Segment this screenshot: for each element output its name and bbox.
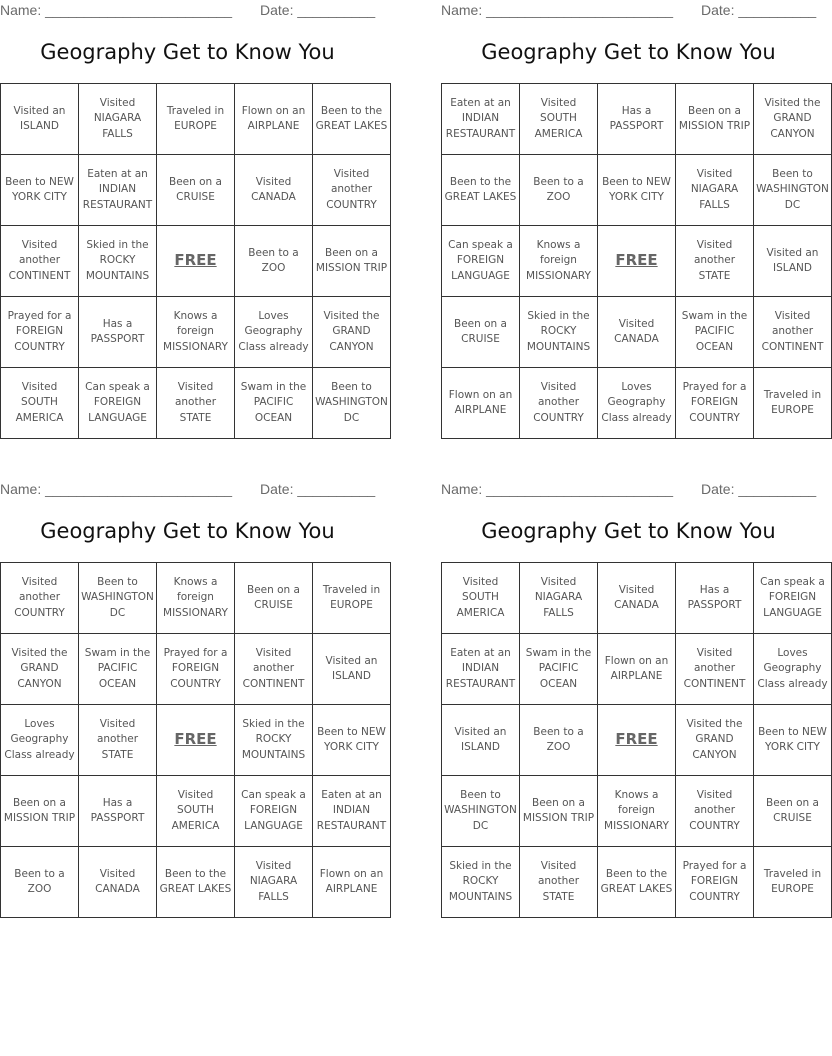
card-title: Geography Get to Know You (481, 519, 776, 543)
grid-row (1, 563, 391, 634)
bingo-grid (441, 83, 832, 439)
bingo-cell: Visited CANADA (79, 847, 157, 918)
bingo-cell: Knows a foreign MISSIONARY (157, 297, 235, 368)
grid-row (1, 297, 391, 368)
bingo-cell: Been to the GREAT LAKES (442, 155, 520, 226)
bingo-cell: Visited an ISLAND (754, 226, 832, 297)
bingo-cell: Been on a MISSION TRIP (1, 776, 79, 847)
name-line: Name: ________________________ (0, 481, 232, 497)
bingo-cell: Loves Geography Class already (598, 368, 676, 439)
bingo-cell: Visited an ISLAND (442, 705, 520, 776)
bingo-cell: Been to WASHINGTON DC (79, 563, 157, 634)
bingo-cell: Skied in the ROCKY MOUNTAINS (79, 226, 157, 297)
bingo-cell: Swam in the PACIFIC OCEAN (676, 297, 754, 368)
bingo-cell: Been to NEW YORK CITY (1, 155, 79, 226)
bingo-cell: Visited another CONTINENT (1, 226, 79, 297)
bingo-cell: Swam in the PACIFIC OCEAN (520, 634, 598, 705)
name-line: Name: ________________________ (441, 481, 673, 497)
bingo-cell: Knows a foreign MISSIONARY (520, 226, 598, 297)
free-space: FREE (598, 705, 676, 776)
grid-row (442, 705, 832, 776)
bingo-cell: Been on a MISSION TRIP (520, 776, 598, 847)
grid-row (442, 297, 832, 368)
bingo-cell: Traveled in EUROPE (754, 368, 832, 439)
bingo-cell: Visited another COUNTRY (313, 155, 391, 226)
bingo-cell: Eaten at an INDIAN RESTAURANT (442, 634, 520, 705)
grid-row (442, 84, 832, 155)
bingo-cell: Traveled in EUROPE (754, 847, 832, 918)
bingo-cell: Has a PASSPORT (676, 563, 754, 634)
bingo-cell: Been on a CRUISE (235, 563, 313, 634)
bingo-cell: Been to NEW YORK CITY (754, 705, 832, 776)
bingo-cell: Can speak a FOREIGN LANGUAGE (235, 776, 313, 847)
grid-row (1, 155, 391, 226)
bingo-cell: Visited CANADA (598, 297, 676, 368)
bingo-cell: Been to a ZOO (520, 155, 598, 226)
bingo-cell: Visited another COUNTRY (676, 776, 754, 847)
bingo-cell: Been to the GREAT LAKES (313, 84, 391, 155)
card-title: Geography Get to Know You (481, 40, 776, 64)
grid-row (1, 634, 391, 705)
bingo-cell: Been to a ZOO (235, 226, 313, 297)
date-line: Date: __________ (260, 481, 376, 497)
bingo-cell: Been to WASHINGTON DC (313, 368, 391, 439)
bingo-cell: Visited another STATE (157, 368, 235, 439)
grid-row (1, 776, 391, 847)
bingo-card (0, 0, 388, 440)
free-space: FREE (598, 226, 676, 297)
bingo-card (441, 479, 828, 919)
bingo-cell: Been on a CRUISE (442, 297, 520, 368)
bingo-cell: Prayed for a FOREIGN COUNTRY (676, 368, 754, 439)
bingo-cell: Has a PASSPORT (79, 297, 157, 368)
bingo-cell: Been to NEW YORK CITY (598, 155, 676, 226)
bingo-cell: Visited an ISLAND (1, 84, 79, 155)
bingo-cell: Visited CANADA (598, 563, 676, 634)
bingo-cell: Can speak a FOREIGN LANGUAGE (79, 368, 157, 439)
bingo-cell: Been on a MISSION TRIP (313, 226, 391, 297)
bingo-cell: Visited an ISLAND (313, 634, 391, 705)
bingo-cell: Loves Geography Class already (1, 705, 79, 776)
bingo-cell: Visited NIAGARA FALLS (676, 155, 754, 226)
grid-row (442, 634, 832, 705)
bingo-cell: Swam in the PACIFIC OCEAN (79, 634, 157, 705)
grid-row (442, 847, 832, 918)
bingo-card (441, 0, 829, 440)
grid-row (1, 84, 391, 155)
bingo-cell: Visited another CONTINENT (676, 634, 754, 705)
bingo-cell: Visited another CONTINENT (754, 297, 832, 368)
bingo-cell: Visited another STATE (520, 847, 598, 918)
bingo-cell: Has a PASSPORT (598, 84, 676, 155)
grid-row (442, 226, 832, 297)
grid-row (442, 155, 832, 226)
bingo-cell: Visited the GRAND CANYON (1, 634, 79, 705)
bingo-card (0, 479, 387, 919)
bingo-cell: Visited another CONTINENT (235, 634, 313, 705)
bingo-cell: Visited the GRAND CANYON (676, 705, 754, 776)
bingo-cell: Flown on an AIRPLANE (598, 634, 676, 705)
bingo-cell: Swam in the PACIFIC OCEAN (235, 368, 313, 439)
bingo-cell: Been to WASHINGTON DC (442, 776, 520, 847)
bingo-cell: Visited SOUTH AMERICA (157, 776, 235, 847)
bingo-cell: Prayed for a FOREIGN COUNTRY (157, 634, 235, 705)
bingo-cell: Visited another COUNTRY (520, 368, 598, 439)
grid-row (442, 563, 832, 634)
bingo-cell: Visited NIAGARA FALLS (235, 847, 313, 918)
bingo-cell: Skied in the ROCKY MOUNTAINS (235, 705, 313, 776)
bingo-cell: Been on a CRUISE (754, 776, 832, 847)
bingo-cell: Eaten at an INDIAN RESTAURANT (79, 155, 157, 226)
free-space: FREE (157, 705, 235, 776)
bingo-cell: Skied in the ROCKY MOUNTAINS (520, 297, 598, 368)
bingo-cell: Eaten at an INDIAN RESTAURANT (442, 84, 520, 155)
bingo-cell: Been to a ZOO (520, 705, 598, 776)
bingo-cell: Visited NIAGARA FALLS (520, 563, 598, 634)
bingo-cell: Eaten at an INDIAN RESTAURANT (313, 776, 391, 847)
bingo-cell: Visited another STATE (79, 705, 157, 776)
name-line: Name: ________________________ (0, 2, 232, 18)
bingo-cell: Visited the GRAND CANYON (754, 84, 832, 155)
bingo-cell: Loves Geography Class already (235, 297, 313, 368)
bingo-cell: Visited another STATE (676, 226, 754, 297)
bingo-cell: Has a PASSPORT (79, 776, 157, 847)
grid-row (1, 368, 391, 439)
bingo-cell: Visited SOUTH AMERICA (442, 563, 520, 634)
bingo-cell: Flown on an AIRPLANE (313, 847, 391, 918)
free-space: FREE (157, 226, 235, 297)
card-title: Geography Get to Know You (40, 40, 335, 64)
bingo-grid (441, 562, 832, 918)
bingo-cell: Flown on an AIRPLANE (442, 368, 520, 439)
name-line: Name: ________________________ (441, 2, 673, 18)
bingo-cell: Visited another COUNTRY (1, 563, 79, 634)
bingo-cell: Visited SOUTH AMERICA (1, 368, 79, 439)
grid-row (442, 368, 832, 439)
bingo-cell: Visited SOUTH AMERICA (520, 84, 598, 155)
bingo-cell: Been to a ZOO (1, 847, 79, 918)
bingo-cell: Been on a CRUISE (157, 155, 235, 226)
bingo-cell: Flown on an AIRPLANE (235, 84, 313, 155)
bingo-cell: Loves Geography Class already (754, 634, 832, 705)
grid-row (1, 226, 391, 297)
bingo-cell: Prayed for a FOREIGN COUNTRY (1, 297, 79, 368)
bingo-cell: Visited the GRAND CANYON (313, 297, 391, 368)
bingo-cell: Can speak a FOREIGN LANGUAGE (442, 226, 520, 297)
bingo-cell: Visited NIAGARA FALLS (79, 84, 157, 155)
bingo-cell: Traveled in EUROPE (157, 84, 235, 155)
grid-row (1, 847, 391, 918)
bingo-cell: Visited CANADA (235, 155, 313, 226)
grid-row (1, 705, 391, 776)
bingo-cell: Been to WASHINGTON DC (754, 155, 832, 226)
bingo-cell: Knows a foreign MISSIONARY (157, 563, 235, 634)
date-line: Date: __________ (260, 2, 376, 18)
bingo-cell: Can speak a FOREIGN LANGUAGE (754, 563, 832, 634)
bingo-cell: Been to the GREAT LAKES (598, 847, 676, 918)
bingo-cell: Prayed for a FOREIGN COUNTRY (676, 847, 754, 918)
bingo-cell: Been to the GREAT LAKES (157, 847, 235, 918)
date-line: Date: __________ (701, 481, 817, 497)
bingo-cell: Been to NEW YORK CITY (313, 705, 391, 776)
bingo-grid (0, 562, 391, 918)
card-title: Geography Get to Know You (40, 519, 335, 543)
date-line: Date: __________ (701, 2, 817, 18)
bingo-cell: Knows a foreign MISSIONARY (598, 776, 676, 847)
bingo-cell: Skied in the ROCKY MOUNTAINS (442, 847, 520, 918)
grid-row (442, 776, 832, 847)
bingo-cell: Traveled in EUROPE (313, 563, 391, 634)
bingo-cell: Been on a MISSION TRIP (676, 84, 754, 155)
bingo-grid (0, 83, 391, 439)
